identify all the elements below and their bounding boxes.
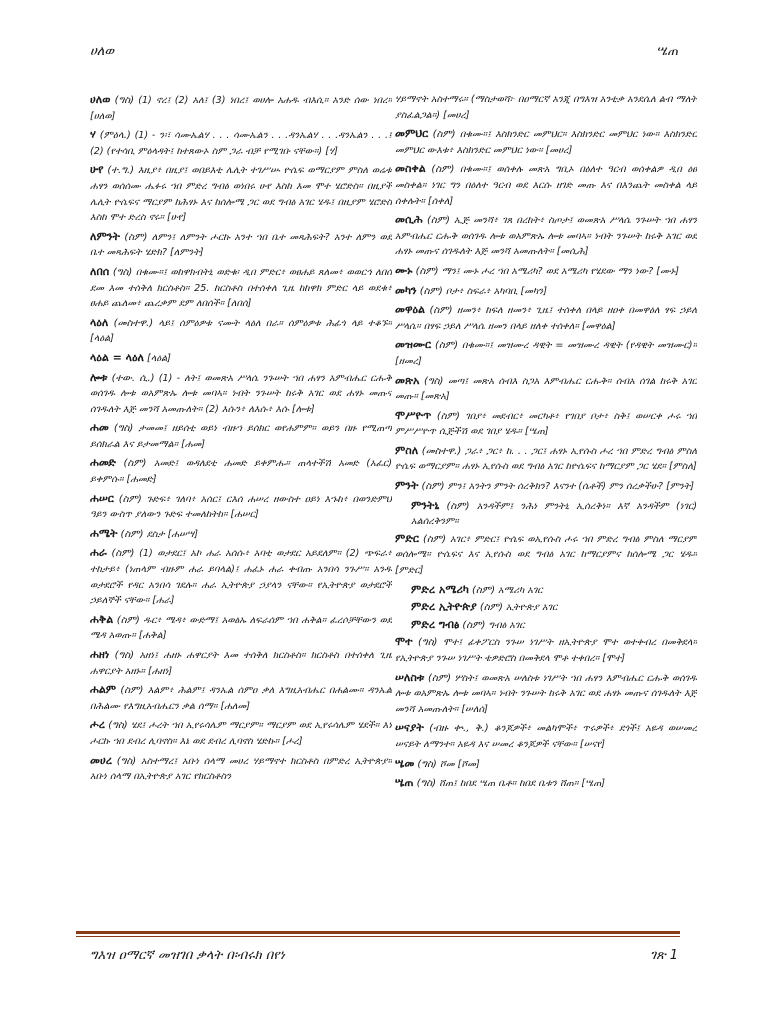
dictionary-entry bbox=[90, 612, 392, 644]
headword: ሁየ bbox=[90, 163, 104, 177]
part-of-speech: (ግስ) bbox=[114, 650, 135, 661]
part-of-speech: (ብዙ ቍ., ቅ.) bbox=[429, 723, 489, 735]
dictionary-entry bbox=[395, 92, 697, 123]
part-of-speech: (ግስ) bbox=[113, 423, 134, 435]
part-of-speech: (ስም) bbox=[432, 129, 456, 141]
part-of-speech: (መስተዋ.) bbox=[421, 445, 462, 457]
dictionary-entry bbox=[395, 756, 697, 773]
headword: መዝሙር bbox=[395, 338, 432, 352]
part-of-speech: (ስም) bbox=[462, 619, 486, 631]
headword: ሠለስቱ bbox=[395, 670, 425, 684]
definition: (1) - ለት፤ ወመጽአ ሥላሴ ንጉሠት ኀበ ሐፃን አምብሔር ርሑቅ ወሰገዱ ሎቱ ወአምጽኡ ሎቱ መባኣ። ነብት ንጉሠት ከሩቅ አገር ወደ ሐፃኑ መጡና ሰገዱለት እጅ መንሻ አመጡለት። (2) እሱን፥ ለእሱ፥ እሱ [ሎቱ] bbox=[90, 372, 392, 415]
definition: ላይ፤ ሰምዕዎቱ ናሙት ላዕለ በራ። ሰምዕዎቱ ሕፊጎ ላይ ተቆኙ። [ላዕል] bbox=[90, 317, 392, 345]
headword: ሤመ bbox=[395, 756, 415, 770]
definition: እልም፥ ሕልም፤ ዳንኤል ሰምዐ ቃለ እግዚአብሔር በሐልሙ። ዳንኤል በሕልሙ የእግዚአብሔርን ቃል ሰማ። [ሐለመ] bbox=[90, 685, 392, 712]
definition: (1) - ን፡፣ ሳሙኤልሃ . . . ሳሙኤልን . . .ዳንኤልሃ . . .ዳንኤልን . . .፤ (2) (የተሳቢ ምዕላዳት፤ ከተጸውኦ ስም ጋራ ብቻ የሚገቡ ናቸው።) [ሃ] bbox=[90, 130, 392, 157]
definition: ጋራ፥ ጋር፥ ከ. . . ጋር፤ ሐፃኑ ኢየሱስ ሖረ ኀበ ምድረ ግብፅ ምስለ ዮሴፍ ወማርያም። ሐፃኑ ኢየሱስ ወደ ግብፅ አገር ከዮሴፍና ከማርያም ጋር ሄደ። [ምስለ] bbox=[395, 445, 697, 473]
part-of-speech: (ግስ) bbox=[116, 755, 137, 767]
page-number: ገጽ 1 bbox=[650, 948, 678, 963]
dictionary-entry bbox=[90, 526, 392, 543]
headword: ምድር bbox=[395, 531, 419, 545]
definition: ሸጠ፤ ከበደ ሤጠ ቤቶ። ከበደ ቤቱን ሸጠ። [ሤጠ] bbox=[439, 778, 606, 790]
part-of-speech: (ስም) bbox=[423, 533, 447, 545]
headword: ሞተ bbox=[395, 635, 413, 649]
part-of-speech: (ስም) bbox=[436, 410, 460, 422]
dictionary-entry bbox=[395, 634, 697, 666]
headword: ምንትኒ bbox=[411, 498, 440, 512]
running-header-left: ሀለወ bbox=[90, 44, 115, 59]
dictionary-entry bbox=[90, 420, 392, 452]
part-of-speech: (ግስ) bbox=[416, 778, 437, 790]
part-of-speech: (ስም) bbox=[427, 672, 451, 684]
definition: አሜሪካ አገር bbox=[498, 584, 543, 596]
part-of-speech: (ግስ) bbox=[112, 266, 133, 278]
definition: ሄደ፤ ሖረት ኀበ ኢየሩሳሌም ማርያም። ማርያም ወደ ኢየሩሳሌም ሄደች። እነ ሖርኩ ኀበ ደብረ ሊባኖስ። እኔ ወደ ደብረ ሊባኖስ ሄድኩ። [ሖረ] bbox=[90, 720, 392, 747]
headword: መሀረ bbox=[90, 753, 112, 767]
dictionary-entry bbox=[90, 264, 392, 312]
part-of-speech: (ግስ) bbox=[114, 95, 135, 106]
headword: መጽአ bbox=[395, 373, 420, 387]
definition: አዘነ፤ ሐዘኑ ሐዋርያት እመ ተሰቅለ ክርስቶስ። ክርስቶስ በተሰቀለ ጊዜ ሐዋርያት አዘኑ። [ሐዘነ] bbox=[90, 650, 392, 677]
dictionary-entry bbox=[395, 161, 697, 209]
definition: ደስታ [ሐሠሣ] bbox=[146, 528, 198, 540]
left-column bbox=[90, 92, 392, 932]
part-of-speech: (ስም) bbox=[120, 685, 144, 697]
dictionary-entry bbox=[90, 127, 392, 159]
definition: በቁሙ።፤ እስክንድር መምህር። እስክንድር መምህር ነው። እስክንድር መምህር ውእቱ፥ እስክንድር መምህር ነው። [መሀረ] bbox=[395, 129, 697, 156]
headword: መስቀል bbox=[395, 162, 426, 176]
definition: አገር፥ ምድር፤ ዮሴፍ ወኢየሱስ ሖሩ ኀበ ምድረ ግብፅ ምስለ ማርያም ወሰሎሜ። ዮሴፍና እና ኢየሱስ ወደ ግብፅ አገር ከማርያምና ከሰሎሜ ጋር ሄዱ። [ምድር] bbox=[395, 533, 697, 577]
headword: ሞሥዮጥ bbox=[395, 408, 432, 422]
part-of-speech: (ስም) bbox=[429, 305, 453, 317]
headword: ሐልም bbox=[90, 683, 117, 697]
part-of-speech: (ግስ) bbox=[417, 758, 437, 770]
headword: መሲሕ bbox=[395, 213, 423, 227]
footer-rule bbox=[76, 931, 680, 934]
definition: እዚያ፥ በዚያ፤ ወበይእቲ ሌሊት ተገሥሡ ዮሴፍ ወማርያም ምስለ ወሬቱ ሐፃን ወሰሰሙ ሔፉሩ ኀበ ምድረ ግብፅ ወነበሩ ሁየ እስከ እመ ሞተ ሄሮድስ። በዚያች ሌሊት ዮሴፍና ማርያም ከሕፃኑ እና ከሰሎሜ ጋር ወደ ግብፅ አገር ሄዱ፤ በዚያም ሄሮድስ እስከ ሞተ ድረስ ኖሩ። [ሁየ] bbox=[90, 165, 392, 224]
headword: ላዕል = ላዕለ bbox=[90, 350, 144, 364]
headword: ምስለ bbox=[395, 443, 419, 457]
part-of-speech: (ስም) bbox=[471, 584, 495, 596]
headword: ሐዘነ bbox=[90, 648, 110, 661]
part-of-speech: (መስተዋ.) bbox=[113, 317, 154, 329]
headword: ሐመድ bbox=[90, 456, 116, 470]
part-of-speech: (ስም) bbox=[415, 265, 439, 277]
definition: ግብፅ አገር bbox=[488, 619, 525, 631]
dictionary-entry bbox=[395, 302, 697, 334]
definition: ሃይማኖት አስተማሩ። (ማስታወሻ፦ በዐማርኛ አንጂ በግእዝ አንቲቃ አንደሴለ ልብ ማለት ያስፈልጋል።) [መሀረ] bbox=[395, 94, 697, 121]
dictionary-entry bbox=[90, 229, 392, 261]
dictionary-entry bbox=[90, 162, 392, 225]
headword: ምድረ ግብፅ bbox=[411, 617, 460, 631]
part-of-speech: (ስም) bbox=[111, 548, 135, 560]
definition: ማን፤ ሙኑ ሖረ ኀበ አሜሪካ? ወደ አሜሪካ የሄደው ማን ነው? [ሙኑ] bbox=[441, 265, 679, 277]
dictionary-entry bbox=[395, 126, 697, 158]
definition: ዘመን፥ ከፍለ ዘመን፥ ጊዜ፤ ተሰቀለ በላይ ዘዐቀ በመዋዕለ ፃፍ ኃይለ ሥላሴ። በፃፍ ኃይለ ሥላሴ ዘመን በላይ ዘለቀ ተሰቀለ። [መዋዕል] bbox=[395, 305, 697, 332]
headword: ላዕለ bbox=[90, 315, 109, 329]
part-of-speech: (ምዕላ.) bbox=[99, 130, 131, 142]
right-column bbox=[395, 92, 697, 932]
footer-title: ግእዝ ዐማርኛ መዝገበ ቃላት በ፡ብሩክ በየነ bbox=[90, 948, 285, 963]
part-of-speech: (ተው. ሲ.) bbox=[111, 372, 155, 384]
part-of-speech: (ስም) bbox=[479, 602, 503, 614]
dictionary-entry bbox=[395, 443, 697, 475]
part-of-speech: (ስም) bbox=[124, 231, 148, 243]
headword: ሐቅል bbox=[90, 612, 114, 626]
part-of-speech: (ስም) bbox=[116, 614, 140, 626]
definition: ሦስት፤ ወመጽአ ሠለስቱ ነገሥት ኀበ ሐፃን እምብሔር ርሑቅ ወሰገዱ ሎቱ ወአምጽኡ ሎቱ መባኣ። ነብት ንጉሠት ከሩቅ አገር ወደ ሐፃኑ መጡና ሰገዱለት እጅ መንሻ አመጡለት። [ሠለሰ] bbox=[395, 672, 697, 715]
headword: ለበሰ bbox=[90, 264, 110, 278]
headword: ሖረ bbox=[90, 718, 105, 732]
headword: ሐሠር bbox=[90, 491, 114, 505]
headword: ሤጠ bbox=[395, 776, 414, 790]
headword: ሙኑ bbox=[395, 263, 413, 277]
headword: ምድረ አሜሪካ bbox=[411, 582, 469, 596]
dictionary-entry bbox=[90, 545, 392, 608]
definition: ሾመ [ሾመ] bbox=[439, 758, 480, 770]
part-of-speech: (ስም) bbox=[123, 458, 147, 470]
part-of-speech: (ስም) bbox=[419, 285, 443, 297]
headword: ሀለወ bbox=[90, 93, 111, 106]
dictionary-entry bbox=[90, 682, 392, 714]
part-of-speech: (ስም) bbox=[120, 528, 144, 540]
dictionary-entry bbox=[395, 408, 697, 440]
part-of-speech: (ግስ) bbox=[423, 375, 444, 387]
definition: ምን፤ አንትን ምንት ሰረቅክን? እናንተ (ሴቶች) ምን ሰረቃችሁ? [ምንት] bbox=[447, 481, 695, 493]
definition: አንዳችም፤ ንሕነ ምንትኒ ኢሰረቅነ። እኛ አንዳችም (ነገር) አልሰረቅንም። bbox=[411, 500, 697, 528]
headword: ሎቱ bbox=[90, 370, 108, 384]
dictionary-entry bbox=[90, 491, 392, 523]
definition: ታመመ፤ ዘይሰቲ ወይነ ብዙኀ ይሰክር ወየሐምም። ወይን በዙ የሚጠጣ ይሰክራል እና ይታመማል። [ሐመ] bbox=[90, 423, 392, 450]
definition: አመድ፤ ወዳለደቲ ሐመድ ይቀምሑ። ጠላተችሽ አመድ (አፈር) ይቀምሱ። [ሐመድ] bbox=[90, 458, 392, 486]
definition: በቁሙ።፤ መዝሙረ ዳዊት = መዝሙረ ዳዊት (የዳዊት መዝሙር)። [ዘመረ] bbox=[395, 340, 697, 367]
definition: (1) ኖረ፤ (2) አለ፤ (3) ነበረ፤ ወሀሎ አሐዱ ብእሲ። አንድ ሰው ነበረ። [ሀለወ] bbox=[90, 95, 392, 122]
definition: ገበያ፥ መደብር፥ መርካቶ፥ የገበያ ቦታ፥ ስቅ፤ ወሠርቀ ሖሩ ኀበ ምሥሥዮጥ ሲጅችሽ ወደ ገበያ ሄዱ። [ሤጠ] bbox=[395, 410, 697, 438]
dictionary-entry bbox=[90, 92, 392, 124]
dictionary-entry bbox=[90, 717, 392, 749]
definition: (1) ወታደር፤ አኮ ሐራ አሰሱ፥ አባቲ ወታደር አይደለም። (2) ጭፍራ፥ ተከታይ፥ (ነጠላም ብዙም ሐራ ይባላል)፤ ሐፈኑ ሐራ ቀብጡ አንበሳ ንጉሥ። አንዱ ወታደሮች የዳር አንበሳ ገደሉ። ሐራ ኢትዮጵያ ኃያላን ናቸው። የኢትዮጵያ ወታደሮች ኃይለኞች ናቸው። [ሐራ] bbox=[90, 548, 392, 607]
headword: መዋዕል bbox=[395, 303, 425, 317]
headword: ሐሜት bbox=[90, 526, 118, 540]
dictionary-entry bbox=[395, 670, 697, 718]
sub-entry bbox=[395, 498, 697, 530]
footer-rule-thin bbox=[76, 936, 680, 937]
part-of-speech: (ስም) bbox=[446, 500, 470, 512]
part-of-speech: (ግስ) bbox=[108, 720, 128, 732]
definition: ለምን፤ ለምንት ሖርኩ አንተ ኀበ ቤተ መጻሕፍት? አንተ ለምን ወደ ቤተ መጻሕፍት ሄድክ? [ለምንት] bbox=[90, 231, 392, 259]
dictionary-entry bbox=[395, 283, 697, 300]
definition: ዱር፥ ሜዳ፥ ውድማ፤ አወፅኡ ለፍራሰም ኀበ ሐቅል። ፈረሶቻቸውን ወደ ሜዳ አወጡ። [ሐቅል] bbox=[90, 614, 392, 642]
headword: ሐራ bbox=[90, 546, 107, 560]
dictionary-entry bbox=[395, 775, 697, 792]
definition: አስተማረ፤ አቡነ ሰላማ መሀረ ሃይማኖተ ክርስቶስ በምድረ ኢትዮጵያ። አቡነ ሰላማ በኢትዮጵያ አገር የክርስቶስን bbox=[90, 755, 392, 783]
definition: ሞተ፤ ፊቀፖርስ ንጉሠ ነገሥት ዘኢትዮጵያ ሞተ ወተቀብረ በመቅደላ። የኢትዮጵያ ንጉሠ ነገሥት ቴዎድሮስ በመቅደላ ሞቶ ተቀበረ። [ሞተ] bbox=[395, 637, 697, 664]
part-of-speech: (ግስ) bbox=[418, 637, 438, 649]
dictionary-entry bbox=[90, 647, 392, 679]
headword: ምድረ ኢትዮጵያ bbox=[411, 600, 477, 614]
definition: ቆንጆዎች፥ መልካሞች፥ ጥሩዎች፥ ደጎች፤ አዬዳ ወሠመረ ሠናይት ለማንተ። አዬዳ እና ሠመረ ቆንጆዎች ናቸው። [ሠናየ] bbox=[395, 723, 697, 750]
dictionary-entry bbox=[395, 720, 697, 752]
definition: በቁሙ።፤ ወሰቀሉ መጽአ ግቢኦ በዕለተ ዓርብ ወሰቀልዎ ዲበ ዕፀ መስቀል። ነገር ግን በዕለተ ዓርብ ወደ እርሱ ዘገድ መጡ እና በእንጨት መስቀል ላይ ሰቀሉት። [ሰቀለ] bbox=[395, 164, 697, 207]
definition: ኢጅ መንሻ፥ ገጸ በረከት፥ ስጦታ፤ ወመጽአ ሥላሴ ንጉሠት ኀበ ሐፃን አምብሔር ርሑቅ ወሰገዱ ሎቱ ወአምጽኡ ሎቱ መባኣ። ነብት ንጉሠት ከሩቅ አገር ወደ ሐፃኑ መጡና ሰገዱለት እጅ መንሻ አመጡለት። [መሲሕ] bbox=[395, 215, 697, 258]
part-of-speech: (ስም) bbox=[421, 481, 445, 493]
definition: ቦታ፥ ስፍራ፥ አካባቢ [መካን] bbox=[445, 285, 547, 297]
dictionary-entry bbox=[395, 337, 697, 369]
headword: ምንት bbox=[395, 479, 419, 493]
part-of-speech: (ስም) bbox=[435, 340, 459, 352]
dictionary-entry bbox=[395, 478, 697, 495]
definition: በቁሙ።፤ ወከዋክብትኒ ወድቁ፡ ዲበ ምድር፥ ወፀሐይ ጸለመ፥ ወወርኅ ለበሰ ደመ እመ ተሰቅለ ክርስቶስ። 25. ከርስቶስ በተሰቀለ ጊዜ ከከዋክ ምድር ላይ ወደቁ፥ ፀሐይ ጨለመ፥ ጨረቃም ደም ለበሰች። [ለበሰ] bbox=[90, 266, 392, 310]
dictionary-entry bbox=[395, 531, 697, 579]
headword: መካን bbox=[395, 283, 417, 297]
part-of-speech: (ተ.ግ.) bbox=[107, 165, 135, 177]
sub-entry bbox=[395, 599, 697, 616]
definition: መጣ፤ መጽአ ሰብእ ስጋአ እምብሔር ርሑቅ። ሰብአ ሰገል ከሩቅ አገር መጡ። [መጽአ] bbox=[395, 375, 697, 403]
headword: ሐመ bbox=[90, 421, 109, 435]
dictionary-entry bbox=[90, 370, 392, 418]
part-of-speech: (ስም) bbox=[431, 164, 455, 176]
definition: ጉድፍ፥ ገለባ፥ አሰር፤ ርእሰ ሐሠረ ዘውስተ ዐይነ እኁከ፥ በወንድምህ ዓይን ውስጥ ያለውን ጉድፍ ተመለከትከ። [ሐሠር] bbox=[90, 493, 392, 521]
part-of-speech: (ስም) bbox=[118, 493, 142, 505]
dictionary-entry bbox=[90, 350, 392, 367]
dictionary-entry bbox=[90, 455, 392, 487]
headword: ሠናያት bbox=[395, 721, 424, 735]
headword: መምህር bbox=[395, 127, 429, 141]
dictionary-entry bbox=[395, 212, 697, 260]
part-of-speech: (ስም) bbox=[426, 215, 450, 227]
sub-entry bbox=[395, 617, 697, 634]
headword: ሃ bbox=[90, 128, 96, 142]
dictionary-entry bbox=[90, 315, 392, 347]
definition: [ላዕል] bbox=[147, 352, 171, 364]
dictionary-entry bbox=[395, 373, 697, 405]
sub-entry bbox=[395, 582, 697, 599]
running-header-right: ሤጠ bbox=[656, 44, 678, 59]
dictionary-entry bbox=[90, 753, 392, 785]
dictionary-entry bbox=[395, 263, 697, 280]
definition: ኢትዮጵያ አገር bbox=[505, 602, 558, 614]
headword: ለምንት bbox=[90, 229, 120, 243]
